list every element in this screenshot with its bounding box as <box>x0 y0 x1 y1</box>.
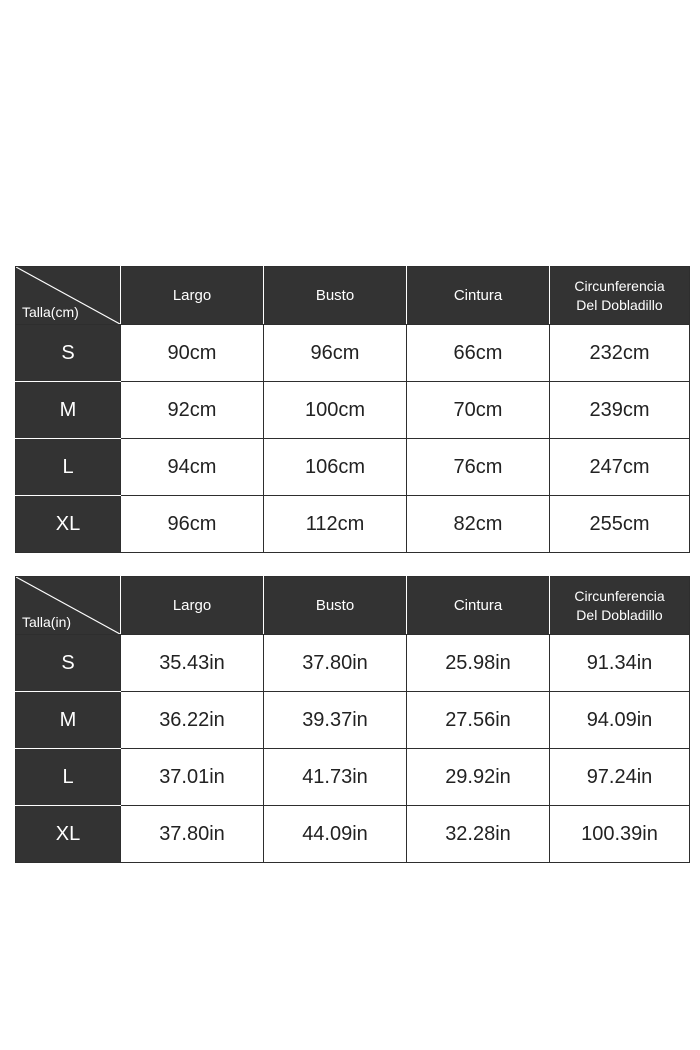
size-chart-cm-table <box>15 266 690 553</box>
corner-header-cell <box>16 577 121 635</box>
measurement-cell: 92cm <box>121 382 264 439</box>
measurement-cell: 90cm <box>121 325 264 382</box>
column-header-text-line2: Del Dobladillo <box>576 606 663 623</box>
measurement-cell: 247cm <box>550 439 690 496</box>
column-header-text: Busto <box>315 597 355 614</box>
measurement-cell: 106cm <box>264 439 407 496</box>
table-row <box>16 806 690 863</box>
measurement-cell: 96cm <box>264 325 407 382</box>
measurement-cell: 100cm <box>264 382 407 439</box>
measurement-cell: 112cm <box>264 496 407 553</box>
measurement-cell: 37.80in <box>264 635 407 692</box>
measurement-cell: 97.24in <box>550 749 690 806</box>
column-header-largo <box>121 267 264 325</box>
measurement-cell: 27.56in <box>407 692 550 749</box>
size-cell: L <box>16 439 121 496</box>
column-header-busto <box>264 267 407 325</box>
size-cell: L <box>16 749 121 806</box>
size-cell: M <box>16 692 121 749</box>
column-header-text-line2: Del Dobladillo <box>576 296 663 313</box>
measurement-cell: 100.39in <box>550 806 690 863</box>
size-chart-in-table <box>15 576 690 863</box>
size-unit-label: Talla(cm) <box>22 304 79 320</box>
measurement-cell: 82cm <box>407 496 550 553</box>
size-cell: XL <box>16 496 121 553</box>
column-header-text-line1: Circunferencia <box>574 587 665 604</box>
size-cell: XL <box>16 806 121 863</box>
table-row <box>16 496 690 553</box>
column-header-text: Largo <box>172 597 212 614</box>
table-header-row <box>16 577 690 635</box>
measurement-cell: 76cm <box>407 439 550 496</box>
measurement-cell: 96cm <box>121 496 264 553</box>
table-header-row <box>16 267 690 325</box>
size-cell: S <box>16 325 121 382</box>
table-row <box>16 439 690 496</box>
measurement-cell: 44.09in <box>264 806 407 863</box>
column-header-circunferencia <box>550 267 690 325</box>
measurement-cell: 70cm <box>407 382 550 439</box>
measurement-cell: 35.43in <box>121 635 264 692</box>
measurement-cell: 94cm <box>121 439 264 496</box>
corner-header-cell <box>16 267 121 325</box>
measurement-cell: 39.37in <box>264 692 407 749</box>
table-row <box>16 325 690 382</box>
column-header-cintura <box>407 577 550 635</box>
measurement-cell: 232cm <box>550 325 690 382</box>
measurement-cell: 91.34in <box>550 635 690 692</box>
measurement-cell: 66cm <box>407 325 550 382</box>
measurement-cell: 255cm <box>550 496 690 553</box>
measurement-cell: 25.98in <box>407 635 550 692</box>
table-row <box>16 692 690 749</box>
measurement-cell: 37.01in <box>121 749 264 806</box>
column-header-largo <box>121 577 264 635</box>
table-row <box>16 749 690 806</box>
measurement-cell: 239cm <box>550 382 690 439</box>
size-cell: M <box>16 382 121 439</box>
table-row <box>16 382 690 439</box>
measurement-cell: 41.73in <box>264 749 407 806</box>
measurement-cell: 37.80in <box>121 806 264 863</box>
size-cell: S <box>16 635 121 692</box>
size-unit-label: Talla(in) <box>22 614 72 630</box>
column-header-busto <box>264 577 407 635</box>
measurement-cell: 36.22in <box>121 692 264 749</box>
column-header-text-line1: Circunferencia <box>574 277 665 294</box>
measurement-cell: 29.92in <box>407 749 550 806</box>
column-header-text: Cintura <box>453 597 503 614</box>
measurement-cell: 94.09in <box>550 692 690 749</box>
column-header-circunferencia <box>550 577 690 635</box>
column-header-text: Largo <box>172 287 212 304</box>
measurement-cell: 32.28in <box>407 806 550 863</box>
table-row <box>16 635 690 692</box>
column-header-text: Cintura <box>453 287 503 304</box>
column-header-cintura <box>407 267 550 325</box>
column-header-text: Busto <box>315 287 355 304</box>
